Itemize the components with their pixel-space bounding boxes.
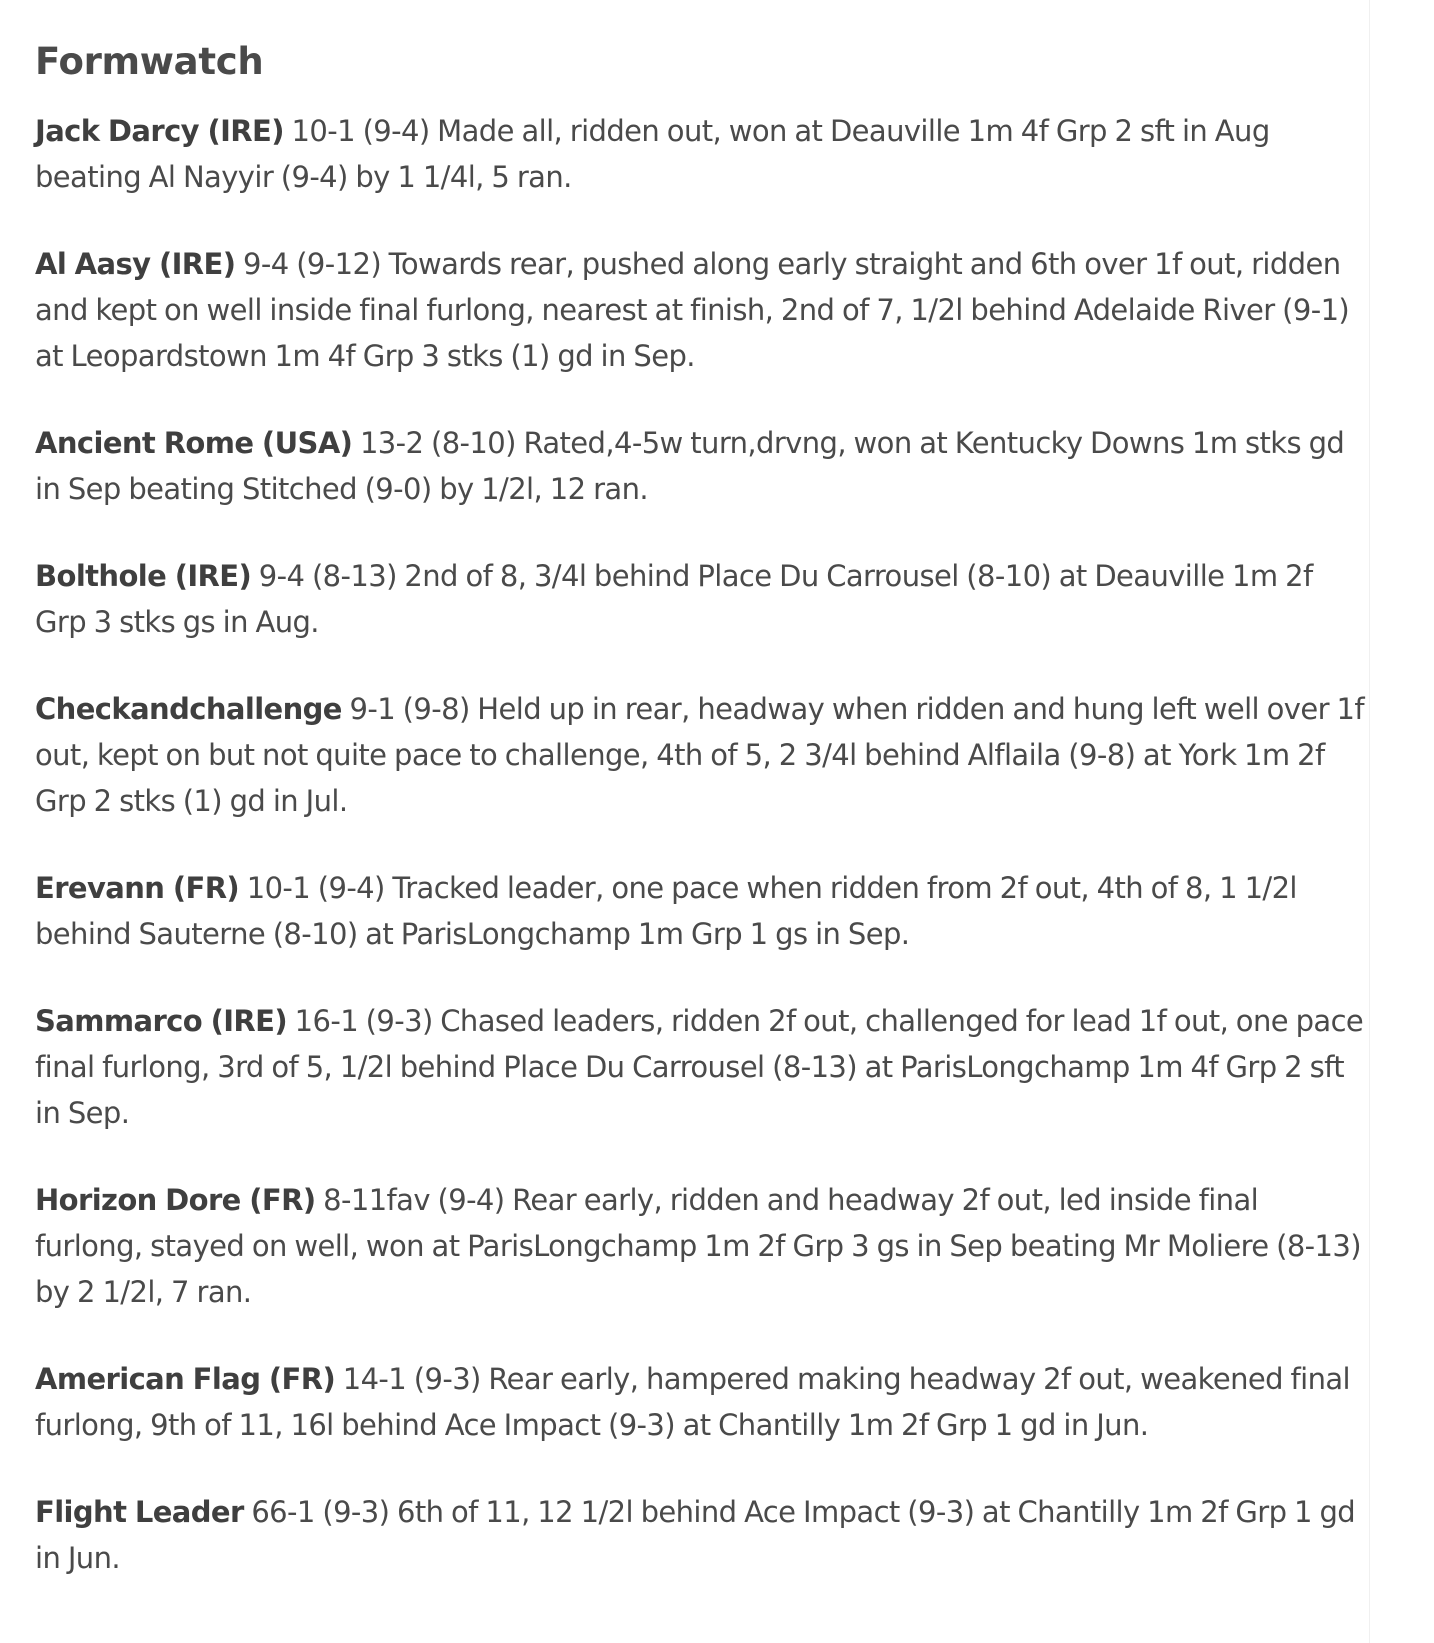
form-text: 66-1 (9-3) 6th of 11, 12 1/2l behind Ace Impact (9-3) at Chantilly 1m 2f Grp 1 gd in Jun. <box>35 1495 1356 1575</box>
form-entry <box>35 420 1370 512</box>
form-entry <box>35 1356 1370 1448</box>
horse-name: Ancient Rome (USA) <box>35 426 353 460</box>
formwatch-article <box>35 36 1370 1622</box>
horse-name: Checkandchallenge <box>35 692 342 726</box>
horse-name: American Flag (FR) <box>35 1362 336 1396</box>
scrollbar-gutter <box>1369 0 1434 1643</box>
horse-name: Bolthole (IRE) <box>35 559 252 593</box>
form-text: 8-11fav (9-4) Rear early, ridden and headway 2f out, led inside final furlong, stayed on well, won at ParisLongchamp 1m 2f Grp 3 gs in Sep beating Mr Moliere (8-13) by 2 1/2l, 7 ran. <box>35 1183 1361 1309</box>
form-entry <box>35 241 1370 379</box>
form-text: 9-1 (9-8) Held up in rear, headway when ridden and hung left well over 1f out, kept on but not quite pace to challenge, 4th of 5, 2 3/4l behind Alflaila (9-8) at York 1m 2f Grp 2 stks (1) gd in Jul. <box>35 692 1364 818</box>
horse-name: Jack Darcy (IRE) <box>35 114 284 148</box>
form-text: 13-2 (8-10) Rated,4-5w turn,drvng, won at Kentucky Downs 1m stks gd in Sep beating Stitched (9-0) by 1/2l, 12 ran. <box>35 426 1345 506</box>
form-text: 16-1 (9-3) Chased leaders, ridden 2f out, challenged for lead 1f out, one pace final furlong, 3rd of 5, 1/2l behind Place Du Carrousel (8-13) at ParisLongchamp 1m 4f Grp 2 sft in Sep. <box>35 1004 1364 1130</box>
form-entry <box>35 865 1370 957</box>
form-text: 10-1 (9-4) Tracked leader, one pace when ridden from 2f out, 4th of 8, 1 1/2l behind Sauterne (8-10) at ParisLongchamp 1m Grp 1 gs in Sep. <box>35 871 1297 951</box>
form-text: 14-1 (9-3) Rear early, hampered making headway 2f out, weakened final furlong, 9th of 11, 16l behind Ace Impact (9-3) at Chantilly 1m 2f Grp 1 gd in Jun. <box>35 1362 1350 1442</box>
horse-name: Flight Leader <box>35 1495 244 1529</box>
form-text: 10-1 (9-4) Made all, ridden out, won at Deauville 1m 4f Grp 2 sft in Aug beating Al Nayyir (9-4) by 1 1/4l, 5 ran. <box>35 114 1270 194</box>
form-text: 9-4 (8-13) 2nd of 8, 3/4l behind Place Du Carrousel (8-10) at Deauville 1m 2f Grp 3 stks gs in Aug. <box>35 559 1313 639</box>
horse-name: Horizon Dore (FR) <box>35 1183 316 1217</box>
form-entry <box>35 998 1370 1136</box>
form-entry <box>35 1489 1370 1581</box>
horse-name: Erevann (FR) <box>35 871 240 905</box>
page-title: Formwatch <box>35 40 264 83</box>
form-text: 9-4 (9-12) Towards rear, pushed along early straight and 6th over 1f out, ridden and kept on well inside final furlong, nearest at finish, 2nd of 7, 1/2l behind Adelaide River (9-1) at Leopardstown 1m 4f Grp 3 stks (1) gd in Sep. <box>35 247 1350 373</box>
form-entry <box>35 686 1370 824</box>
form-entry <box>35 1177 1370 1315</box>
horse-name: Sammarco (IRE) <box>35 1004 288 1038</box>
horse-name: Al Aasy (IRE) <box>35 247 236 281</box>
form-entry <box>35 553 1370 645</box>
form-entry <box>35 108 1370 200</box>
